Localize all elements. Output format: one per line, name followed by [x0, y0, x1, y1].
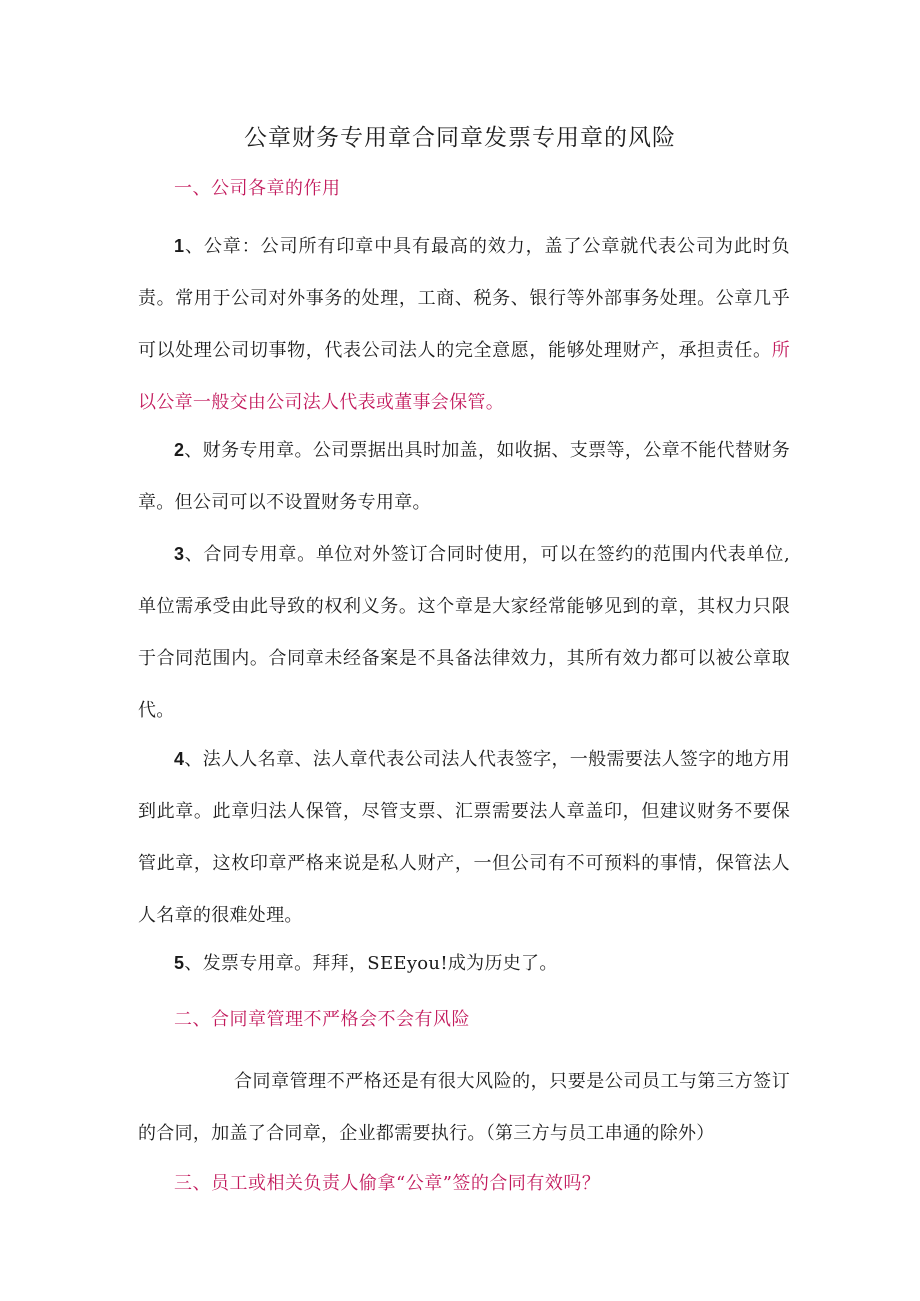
- section-2-body: 合同章管理不严格还是有很大风险的，只要是公司员工与第三方签订的合同，加盖了合同章，企业都需要执行。（第三方与员工串通的除外）: [138, 1071, 790, 1144]
- paragraph-2: [138, 424, 790, 529]
- item-3-number: 3: [174, 544, 185, 564]
- item-1-text: 、公章：公司所有印章中具有最高的效力，盖了公章就代表公司为此时负责。常用于公司对外事务的处理，工商、税务、银行等外部事务处理。公章几乎可以处理公司切事物，代表公司法人的完全意愿，能够处理财产，承担责任。: [138, 236, 790, 361]
- paragraph-1: [138, 220, 790, 429]
- section-2-heading: 二、合同章管理不严格会不会有风险: [174, 1009, 470, 1030]
- item-4-number: 4: [174, 749, 185, 769]
- document-title: 公章财务专用章合同章发票专用章的风险: [244, 125, 676, 151]
- section-3-heading: 三、员工或相关负责人偷拿“公章”签的合同有效吗？: [174, 1173, 601, 1194]
- item-4-text: 、法人人名章、法人章代表公司法人代表签字，一般需要法人签字的地方用到此章。此章归法人保管，尽管支票、汇票需要法人章盖印，但建议财务不要保管此章，这枚印章严格来说是私人财产，一但公司有不可预料的事情，保管法人人名章的很难处理。: [138, 749, 790, 926]
- item-5-text: 、发票专用章。拜拜，SEEyou!成为历史了。: [184, 953, 558, 974]
- paragraph-5: [138, 937, 790, 990]
- item-3-text: 、合同专用章。单位对外签订合同时使用，可以在签约的范围内代表单位,单位需承受由此导致的权利义务。这个章是大家经常能够见到的章，其权力只限于合同范围内。合同章未经备案是不具备法律效力，其所有效力都可以被公章取代。: [138, 544, 790, 721]
- item-5-number: 5: [174, 953, 185, 973]
- item-2-number: 2: [174, 440, 185, 460]
- paragraph-3: [138, 528, 790, 737]
- section-1-heading: 一、公司各章的作用: [174, 178, 341, 199]
- paragraph-4: [138, 733, 790, 942]
- item-2-text: 、财务专用章。公司票据出具时加盖，如收据、支票等，公章不能代替财务章。但公司可以不设置财务专用章。: [138, 440, 790, 513]
- item-1-highlight: 所以公章一般交由公司法人代表或董事会保管。: [138, 340, 790, 413]
- item-1-number: 1: [174, 236, 185, 256]
